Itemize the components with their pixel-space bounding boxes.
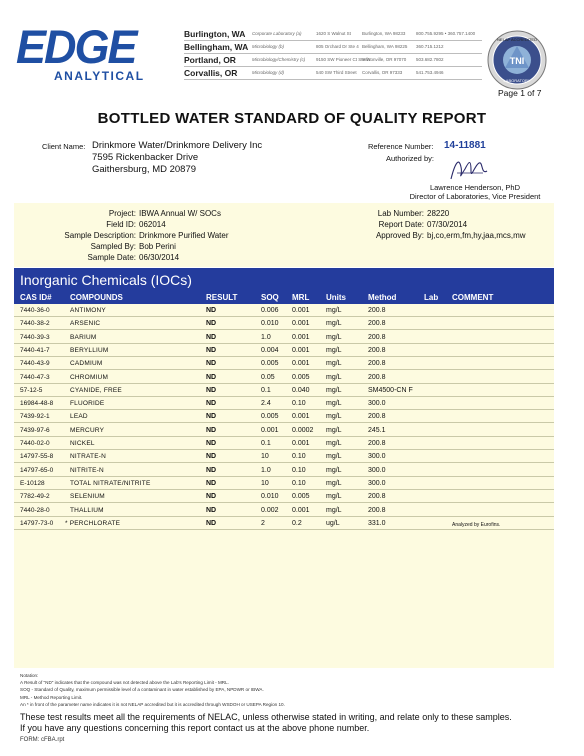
cell-units: mg/L — [326, 320, 342, 328]
client-city: Gaithersburg, MD 20879 — [92, 164, 197, 175]
cell-units: mg/L — [326, 466, 342, 474]
cell-method: 200.8 — [368, 360, 386, 368]
cell-name: ANTIMONY — [70, 307, 106, 314]
column-header: COMMENT — [452, 293, 494, 302]
cell-name: ARSENIC — [70, 320, 101, 328]
lab-location-row — [184, 67, 482, 80]
cell-cas: 7440-38-2 — [20, 320, 50, 328]
cell-units: mg/L — [326, 440, 342, 447]
cell-units: mg/L — [326, 426, 342, 434]
note-line: A Result of "ND" indicates that the compound was not detected above the Lab's Reporting Limit - MRL. — [20, 680, 229, 686]
cell-result: ND — [206, 400, 217, 408]
cell-result: ND — [206, 346, 217, 354]
sample-field-label: Project: — [108, 209, 136, 218]
cell-result: ND — [206, 493, 217, 501]
column-header: Lab — [424, 293, 439, 302]
signature — [443, 153, 493, 185]
signer-name: Lawrence Henderson, PhD — [429, 183, 521, 192]
lab-address: 1620 S Walnut St — [316, 31, 351, 36]
cell-name: NICKEL — [70, 440, 95, 447]
column-header: COMPOUNDS — [70, 293, 123, 302]
table-row — [14, 451, 554, 463]
cell-soq: 0.010 — [261, 493, 279, 501]
cell-soq: 0.1 — [261, 440, 271, 447]
sample-field-value: Drinkmore Purified Water — [139, 231, 229, 240]
cell-method: 200.8 — [368, 333, 386, 341]
signer-title: Director of Laboratories, Vice President — [409, 192, 541, 201]
cell-name: BERYLLIUM — [70, 346, 109, 354]
cell-method: SM4500-CN F — [368, 386, 413, 394]
statement-line: If you have any questions concerning this report contact us at the above phone number. — [20, 723, 370, 733]
sample-field — [14, 242, 176, 251]
client-name-label: Client Name: — [42, 142, 86, 151]
lab-city: Corvallis, OR — [184, 68, 238, 78]
nelac-statement — [20, 712, 512, 734]
lab-phone: 800.755.9295 • 360.757.1400 — [416, 31, 476, 36]
nelap-accredited-badge — [487, 30, 547, 90]
cell-soq: 0.006 — [261, 307, 279, 314]
cell-units: mg/L — [326, 386, 342, 394]
table-row — [14, 425, 554, 437]
cell-soq: 1.0 — [261, 333, 271, 341]
column-header: CAS ID# — [20, 293, 52, 302]
cell-soq: 1.0 — [261, 466, 271, 474]
lab-city-state: Wilsonville, OR 97070 — [362, 57, 407, 62]
cell-soq: 0.1 — [261, 386, 271, 394]
sample-field-label: Lab Number: — [377, 209, 424, 218]
cell-method: 300.0 — [368, 453, 386, 461]
cell-units: mg/L — [326, 493, 342, 501]
cell-name: LEAD — [70, 413, 88, 421]
cell-method: 200.8 — [368, 493, 386, 501]
cell-mrl: 0.001 — [292, 360, 310, 368]
sample-field — [330, 220, 467, 229]
lab-city: Bellingham, WA — [184, 42, 249, 52]
lab-type: Microbiology (d) — [252, 70, 285, 75]
statement-line: These test results meet all the requirements of NELAC, unless otherwise stated in writing, and relate only to these samples. — [20, 712, 512, 722]
column-header: Units — [326, 293, 346, 302]
cell-cas: 7440-41-7 — [20, 346, 50, 354]
cell-method: 300.0 — [368, 479, 386, 487]
cell-cas: 7439-97-6 — [20, 426, 50, 434]
cell-soq: 0.05 — [261, 373, 275, 381]
lab-phone: 503.682.7802 — [416, 57, 444, 62]
cell-cas: 7440-02-0 — [20, 440, 50, 447]
cell-cas: 7440-39-3 — [20, 333, 50, 341]
cell-soq: 10 — [261, 453, 269, 461]
sample-field-label: Field ID: — [106, 220, 136, 229]
cell-mrl: 0.10 — [292, 466, 306, 474]
cell-mrl: 0.10 — [292, 453, 306, 461]
cell-name: NITRATE-N — [70, 453, 106, 461]
cell-soq: 0.002 — [261, 506, 279, 514]
cell-mrl: 0.001 — [292, 440, 310, 447]
table-row — [14, 305, 554, 317]
form-id: FORM: cFBA.rpt — [20, 737, 65, 743]
note-line: MRL - Method Reporting Limit. — [20, 694, 83, 700]
cell-mrl: 0.001 — [292, 307, 310, 314]
cell-name: BARIUM — [70, 333, 97, 341]
badge-center-text: TNI — [509, 56, 525, 66]
sample-field-value: 07/30/2014 — [427, 220, 468, 229]
sample-field-label: Sample Description: — [64, 231, 136, 240]
cell-soq: 0.005 — [261, 360, 279, 368]
table-header-bar — [14, 268, 554, 304]
cell-result: ND — [206, 360, 217, 368]
cell-cas: 7440-36-0 — [20, 307, 50, 314]
cell-mrl: 0.005 — [292, 373, 310, 381]
cell-method: 200.8 — [368, 373, 386, 381]
lab-location-row — [184, 41, 482, 54]
edge-analytical-logo — [16, 19, 171, 83]
cell-name: CYANIDE, FREE — [70, 386, 122, 394]
note-line: Notation: — [20, 673, 39, 678]
sample-field — [14, 231, 229, 240]
sample-field — [14, 220, 166, 229]
cell-mrl: 0.001 — [292, 346, 310, 354]
cell-units: mg/L — [326, 506, 342, 514]
column-header: Method — [368, 293, 397, 302]
lab-type: Microbiology (b) — [252, 44, 285, 49]
cell-units: mg/L — [326, 360, 342, 368]
cell-mrl: 0.001 — [292, 506, 310, 514]
cell-comment: Analyzed by Eurofins. — [452, 521, 501, 528]
note-line: SOQ - Standard of Quality, maximum permissible level of a contaminant in water established by EPA, NPDWR or IBWA. — [20, 687, 264, 693]
cell-name: * PERCHLORATE — [65, 519, 121, 527]
cell-units: mg/L — [326, 307, 342, 314]
lab-type: Corporate Laboratory (a) — [252, 31, 302, 36]
table-row — [14, 465, 554, 477]
table-row — [14, 478, 554, 490]
cell-soq: 0.001 — [261, 426, 279, 434]
cell-name: THALLIUM — [70, 506, 104, 514]
sample-field — [14, 253, 179, 262]
cell-name: CADMIUM — [70, 360, 103, 368]
table-row — [14, 318, 554, 330]
lab-phone: 360.715.1212 — [416, 44, 444, 49]
sample-field — [330, 209, 449, 218]
cell-cas: 7440-47-3 — [20, 373, 50, 381]
cell-mrl: 0.001 — [292, 320, 310, 328]
cell-cas: 16984-48-8 — [20, 400, 54, 408]
cell-mrl: 0.005 — [292, 493, 310, 501]
cell-soq: 0.005 — [261, 413, 279, 421]
client-street: 7595 Rickenbacker Drive — [92, 152, 199, 163]
sample-field-value: 28220 — [427, 209, 450, 218]
page-number: Page 1 of 7 — [498, 88, 542, 98]
cell-cas: 7439-92-1 — [20, 413, 50, 421]
cell-units: mg/L — [326, 453, 342, 461]
lab-city-state: Bellingham, WA 98225 — [362, 44, 408, 49]
cell-mrl: 0.10 — [292, 400, 306, 408]
cell-method: 200.8 — [368, 413, 386, 421]
table-row — [14, 505, 554, 517]
cell-result: ND — [206, 307, 217, 314]
cell-mrl: 0.001 — [292, 333, 310, 341]
report-title: BOTTLED WATER STANDARD OF QUALITY REPORT — [97, 110, 487, 127]
cell-units: mg/L — [326, 333, 342, 341]
cell-cas: 14797-55-8 — [20, 453, 54, 461]
cell-name: SELENIUM — [70, 493, 105, 501]
cell-cas: 14797-65-0 — [20, 466, 54, 474]
cell-method: 300.0 — [368, 466, 386, 474]
cell-result: ND — [206, 519, 217, 527]
cell-result: ND — [206, 479, 217, 487]
sample-field-value: 062014 — [139, 220, 166, 229]
logo-subtitle: ANALYTICAL — [54, 69, 145, 83]
cell-method: 200.8 — [368, 346, 386, 354]
lab-location-row — [184, 54, 482, 67]
cell-soq: 2 — [261, 519, 265, 527]
cell-result: ND — [206, 386, 217, 394]
lab-city-state: Corvallis, OR 97333 — [362, 70, 403, 75]
cell-mrl: 0.10 — [292, 479, 306, 487]
table-row — [14, 385, 554, 397]
badge-bottom-text: LABORATORY — [503, 78, 531, 83]
lab-city: Portland, OR — [184, 55, 236, 65]
cell-cas: 14797-73-0 — [20, 519, 54, 527]
cell-cas: 7440-43-9 — [20, 360, 50, 368]
sample-field-label: Approved By: — [375, 231, 424, 240]
cell-name: CHROMIUM — [70, 373, 109, 381]
cell-units: mg/L — [326, 400, 342, 408]
reference-number-value: 14-11881 — [444, 140, 486, 151]
sample-info-panel — [14, 203, 554, 267]
cell-method: 200.8 — [368, 320, 386, 328]
cell-units: ug/L — [326, 519, 340, 527]
lab-address: 540 SW Third Street — [316, 70, 357, 75]
client-address-block — [92, 140, 262, 176]
cell-result: ND — [206, 426, 217, 434]
table-row — [14, 491, 554, 503]
cell-result: ND — [206, 413, 217, 421]
cell-mrl: 0.2 — [292, 519, 302, 527]
authorized-by-label: Authorized by: — [386, 154, 434, 163]
cell-result: ND — [206, 373, 217, 381]
cell-result: ND — [206, 320, 217, 328]
cell-soq: 10 — [261, 479, 269, 487]
cell-result: ND — [206, 333, 217, 341]
cell-result: ND — [206, 506, 217, 514]
cell-method: 200.8 — [368, 440, 386, 447]
cell-method: 331.0 — [368, 519, 386, 527]
table-row — [14, 411, 554, 423]
lab-address: 9150 SW Pioneer Ct Ste W — [316, 57, 371, 62]
table-row — [14, 358, 554, 370]
table-row — [14, 398, 554, 410]
cell-cas: E-10128 — [20, 479, 45, 487]
logo-word: EDGE — [16, 19, 136, 74]
cell-mrl: 0.001 — [292, 413, 310, 421]
cell-units: mg/L — [326, 413, 342, 421]
lab-type: Microbiology/Chemistry (c) — [252, 57, 306, 62]
lab-location-row — [184, 28, 482, 41]
cell-result: ND — [206, 453, 217, 461]
table-section-title: Inorganic Chemicals (IOCs) — [20, 272, 192, 288]
lab-phone: 541.753.4946 — [416, 70, 444, 75]
cell-cas: 7782-49-2 — [20, 493, 50, 501]
sample-field-label: Report Date: — [378, 220, 424, 229]
cell-name: TOTAL NITRATE/NITRITE — [70, 479, 151, 487]
cell-method: 200.8 — [368, 307, 386, 314]
cell-units: mg/L — [326, 373, 342, 381]
cell-soq: 0.004 — [261, 346, 279, 354]
table-row — [14, 332, 554, 344]
notation-notes — [20, 672, 285, 708]
table-row — [14, 518, 554, 530]
table-row — [14, 345, 554, 357]
lab-city-state: Burlington, WA 98233 — [362, 31, 406, 36]
signer-block — [405, 183, 545, 201]
sample-field — [330, 231, 526, 240]
cell-soq: 0.010 — [261, 320, 279, 328]
sample-field-value: 06/30/2014 — [139, 253, 180, 262]
sample-field-label: Sample Date: — [87, 253, 136, 262]
column-header: MRL — [292, 293, 310, 302]
lab-city: Burlington, WA — [184, 29, 246, 39]
sample-field-value: Bob Perini — [139, 242, 176, 251]
sample-field-label: Sampled By: — [90, 242, 136, 251]
table-row — [14, 372, 554, 384]
column-header: SOQ — [261, 293, 279, 302]
sample-field-value: IBWA Annual W/ SOCs — [139, 209, 221, 218]
cell-result: ND — [206, 440, 217, 447]
cell-name: FLUORIDE — [70, 400, 105, 408]
cell-method: 200.8 — [368, 506, 386, 514]
cell-name: NITRITE-N — [70, 466, 104, 474]
badge-top-text: NELAP ACCREDITED — [497, 37, 537, 42]
cell-result: ND — [206, 466, 217, 474]
note-line: An * in front of the parameter name indicates it is not NELAP accredited but it is accredited through WSDOH or USEPA Region 10. — [20, 701, 285, 707]
cell-mrl: 0.0002 — [292, 426, 314, 434]
reference-number-label: Reference Number: — [368, 142, 434, 151]
cell-mrl: 0.040 — [292, 386, 310, 394]
column-header: RESULT — [206, 293, 238, 302]
cell-name: MERCURY — [70, 426, 105, 434]
lab-address: 805 Orchard Dr Ste 4 — [316, 44, 359, 49]
table-row — [14, 438, 554, 450]
lab-locations — [184, 28, 482, 80]
cell-soq: 2.4 — [261, 400, 271, 408]
sample-field — [14, 209, 221, 218]
cell-units: mg/L — [326, 346, 342, 354]
cell-method: 245.1 — [368, 426, 386, 434]
cell-method: 300.0 — [368, 400, 386, 408]
client-name: Drinkmore Water/Drinkmore Delivery Inc — [92, 140, 263, 151]
cell-units: mg/L — [326, 479, 342, 487]
cell-cas: 57-12-5 — [20, 386, 43, 394]
sample-field-value: bj,co,erm,fm,hy,jaa,mcs,mw — [427, 231, 526, 240]
cell-cas: 7440-28-0 — [20, 506, 50, 514]
